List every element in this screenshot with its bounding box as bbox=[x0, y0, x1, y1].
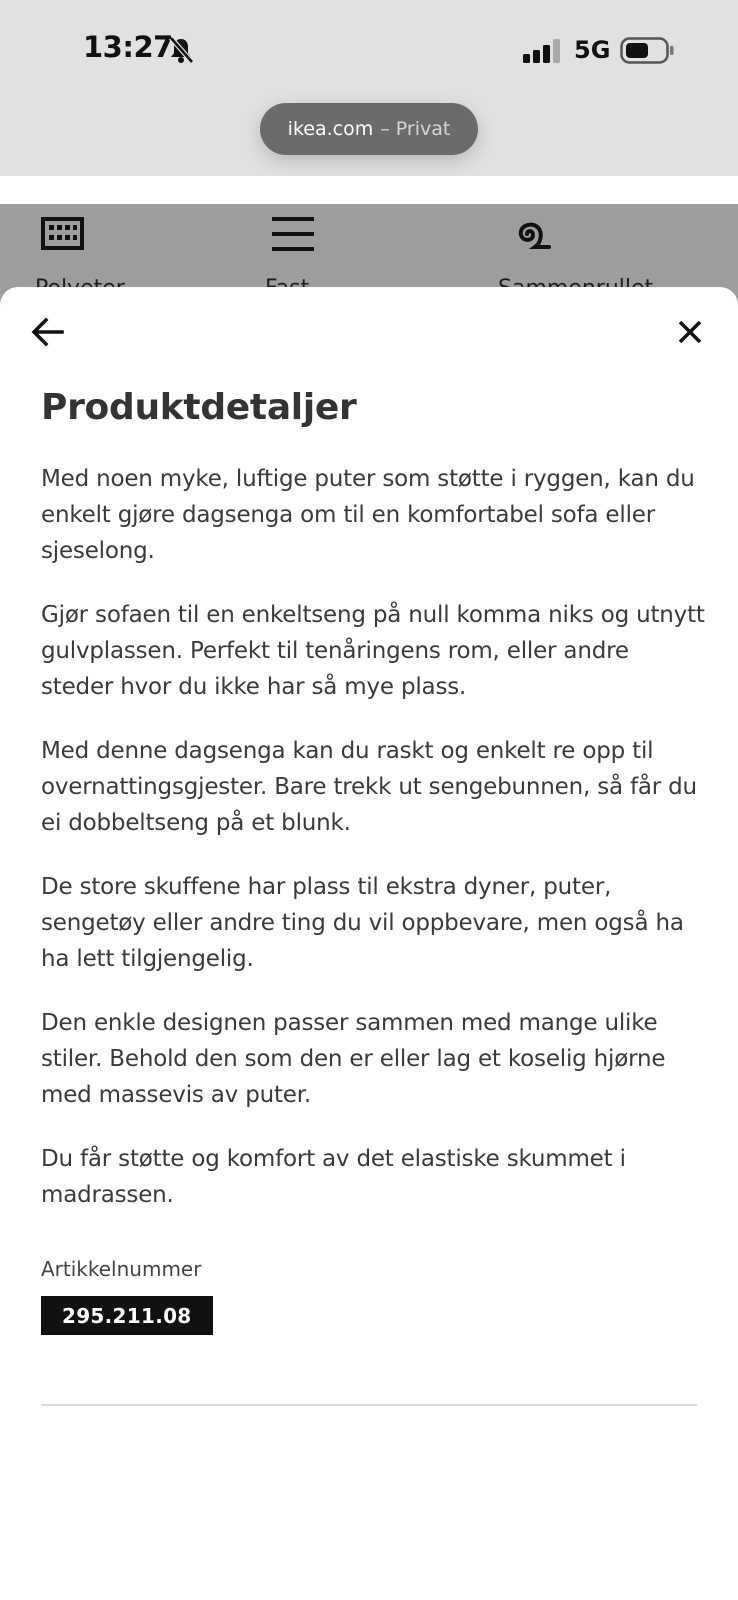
section-divider bbox=[41, 1404, 697, 1406]
description-paragraph: De store skuffene har plass til ekstra dyner, puter, sengetøy eller andre ting du vil oppbevare, men også ha ha lett tilgjengelig. bbox=[41, 874, 684, 972]
close-icon[interactable] bbox=[672, 314, 708, 350]
description-paragraph: Med denne dagsenga kan du raskt og enkelt re opp til overnattingsgjester. Bare trekk ut sengebunnen, så får du ei dobbeltseng på et blunk. bbox=[41, 738, 697, 836]
article-number-badge: 295.211.08 bbox=[41, 1296, 213, 1335]
back-arrow-icon[interactable] bbox=[30, 314, 66, 350]
article-number-label: Artikkelnummer bbox=[41, 1257, 202, 1281]
bell-muted-icon bbox=[168, 36, 194, 64]
network-type: 5G bbox=[574, 36, 611, 64]
description-paragraph: Du får støtte og komfort av det elastiske skummet i madrassen. bbox=[41, 1146, 626, 1208]
product-description bbox=[41, 461, 706, 1241]
url-domain: ikea.com bbox=[287, 118, 374, 140]
battery-icon bbox=[620, 37, 675, 64]
product-details-sheet bbox=[0, 287, 738, 1600]
sheet-title: Produktdetaljer bbox=[41, 387, 357, 428]
grid-icon bbox=[40, 214, 86, 254]
private-mode-label: – Privat bbox=[380, 118, 451, 140]
status-bar bbox=[0, 0, 738, 176]
description-paragraph: Gjør sofaen til en enkeltseng på null komma niks og utnytt gulvplassen. Perfekt til tenåringens rom, eller andre steder hvor du ikke har så mye plass. bbox=[41, 602, 705, 700]
description-paragraph: Med noen myke, luftige puter som støtte i ryggen, kan du enkelt gjøre dagsenga om til en komfortabel sofa eller sjeselong. bbox=[41, 466, 695, 564]
cellular-signal-icon bbox=[523, 39, 561, 63]
status-time: 13:27 bbox=[83, 30, 173, 64]
spiral-icon bbox=[505, 214, 551, 254]
menu-lines-icon bbox=[270, 214, 316, 254]
url-bar[interactable] bbox=[260, 103, 478, 155]
divider-strip bbox=[0, 176, 738, 204]
description-paragraph: Den enkle designen passer sammen med mange ulike stiler. Behold den som den er eller lag et koselig hjørne med massevis av puter. bbox=[41, 1010, 666, 1108]
